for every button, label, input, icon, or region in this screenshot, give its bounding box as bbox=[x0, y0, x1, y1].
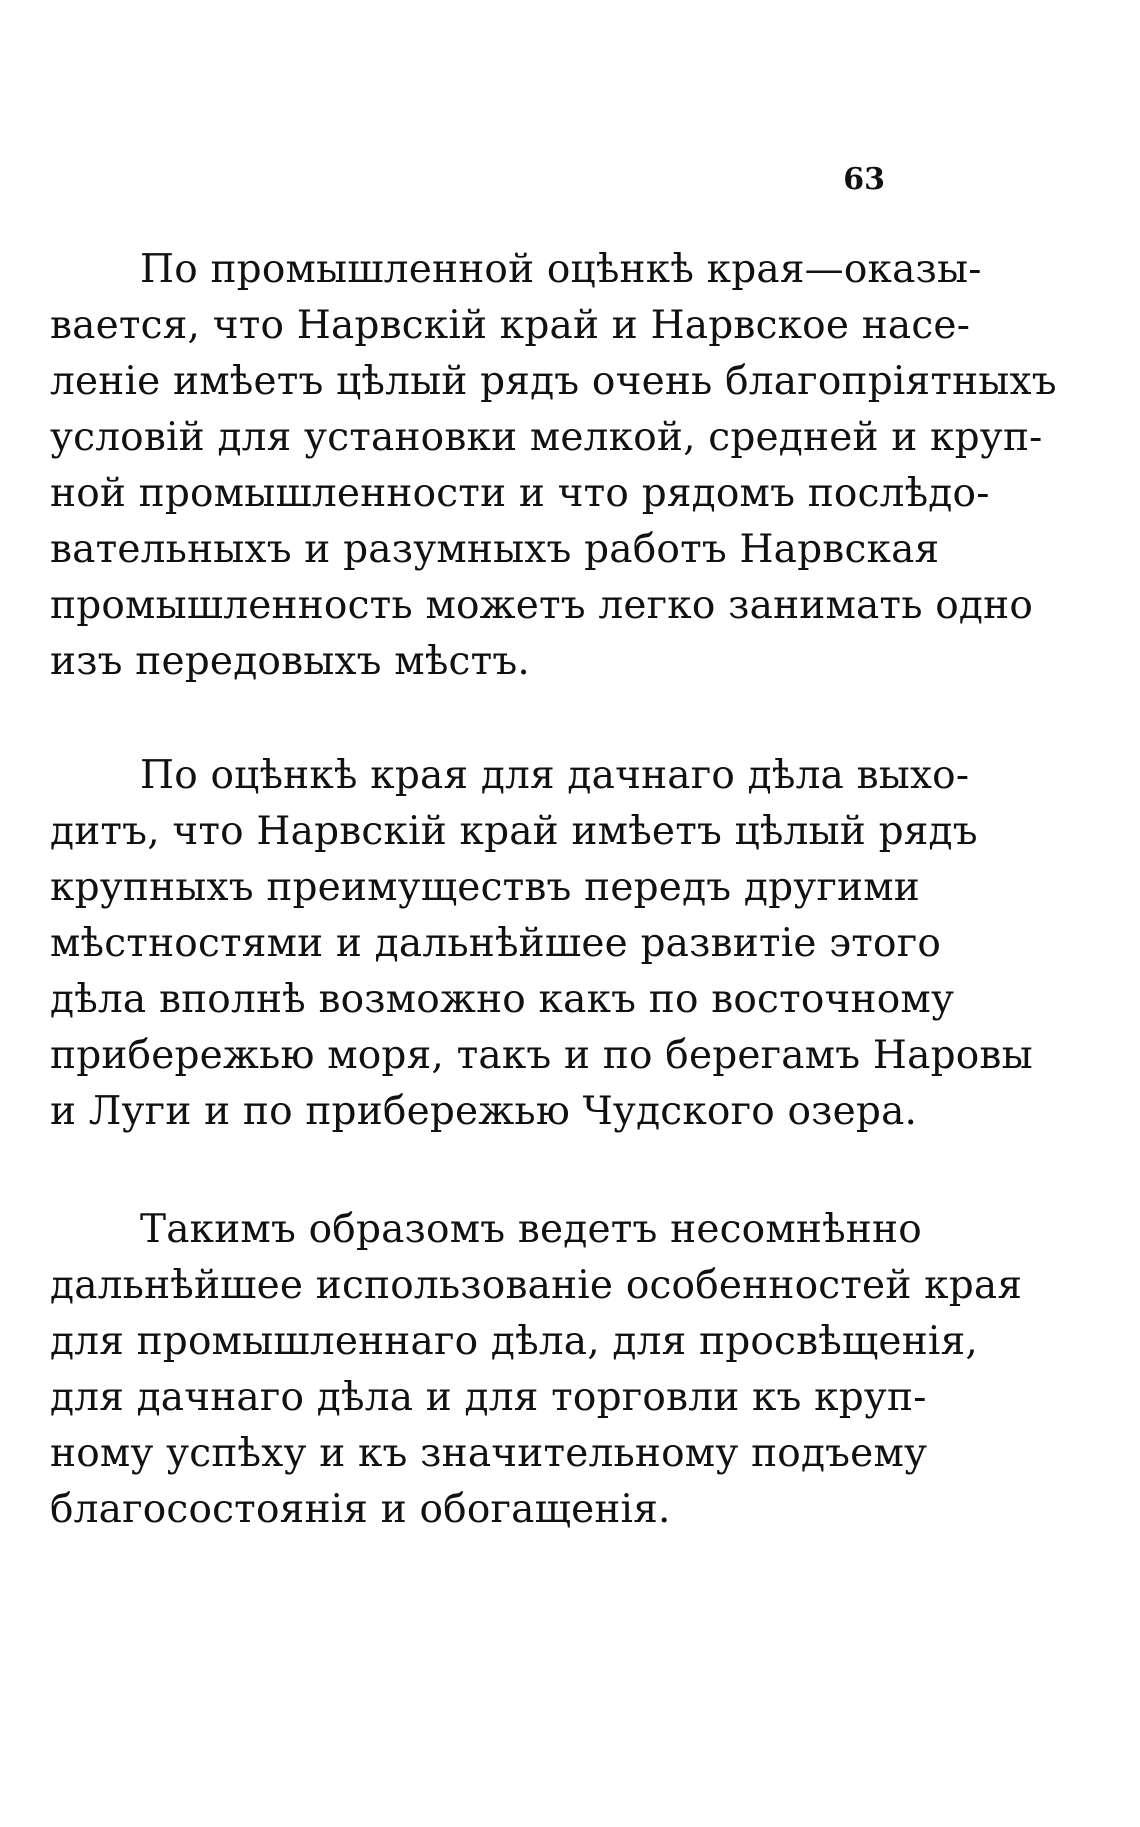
paragraph-line: дитъ, что Нарвскій край имѣетъ цѣлый рядъ bbox=[50, 809, 978, 854]
paragraph-dacha bbox=[50, 748, 1033, 1140]
paragraph-line: промышленность можетъ легко занимать одно bbox=[50, 583, 1034, 628]
paragraph-line: крупныхъ преимуществъ передъ другими bbox=[50, 865, 920, 910]
paragraph-line: дѣла вполнѣ возможно какъ по восточному bbox=[50, 977, 955, 1022]
paragraph-line: прибережью моря, такъ и по берегамъ Наровы bbox=[50, 1033, 1033, 1078]
paragraph-line: для дачнаго дѣла и для торговли къ круп- bbox=[50, 1375, 927, 1420]
paragraph-line: вательныхъ и разумныхъ работъ Нарвская bbox=[50, 527, 940, 572]
page-number: 63 bbox=[843, 162, 885, 197]
paragraph-line: вается, что Нарвскій край и Нарвское насе- bbox=[50, 303, 971, 348]
paragraph-line: леніе имѣетъ цѣлый рядъ очень благопріятныхъ bbox=[50, 359, 1057, 404]
paragraph-conclusion bbox=[50, 1202, 1023, 1538]
paragraph-line: Такимъ образомъ ведетъ несомнѣнно bbox=[140, 1207, 922, 1252]
paragraph-line: изъ передовыхъ мѣстъ. bbox=[50, 639, 530, 684]
paragraph-line: мѣстностями и дальнѣйшее развитіе этого bbox=[50, 921, 942, 966]
paragraph-line: дальнѣйшее использованіе особенностей края bbox=[50, 1263, 1023, 1308]
paragraph-line: для промышленнаго дѣла, для просвѣщенія, bbox=[50, 1319, 978, 1364]
paragraph-line: По промышленной оцѣнкѣ края—оказы- bbox=[140, 247, 982, 292]
paragraph-line: условій для установки мелкой, средней и круп- bbox=[50, 415, 1043, 460]
paragraph-line: ной промышленности и что рядомъ послѣдо- bbox=[50, 471, 990, 516]
paragraph-line: и Луги и по прибережью Чудского озера. bbox=[50, 1089, 918, 1134]
paragraph-line: ному успѣху и къ значительному подъему bbox=[50, 1431, 928, 1476]
paragraph-industry bbox=[50, 242, 1057, 690]
paragraph-line: По оцѣнкѣ края для дачнаго дѣла выхо- bbox=[140, 753, 970, 798]
paragraph-line: благосостоянія и обогащенія. bbox=[50, 1487, 671, 1532]
